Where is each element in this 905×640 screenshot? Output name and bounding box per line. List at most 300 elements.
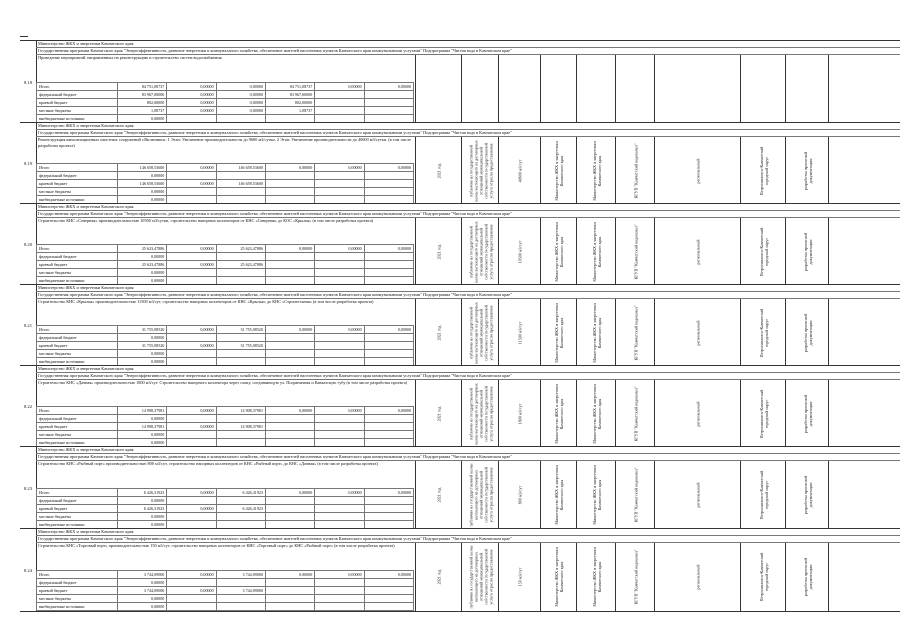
finance-amount: 0,00000 (265, 571, 314, 579)
finance-row (37, 415, 414, 423)
finance-row (37, 261, 414, 269)
finance-amount (315, 595, 364, 603)
finance-row (37, 180, 414, 188)
finance-amount: 3 744,09000 (216, 571, 265, 579)
attribute-column (415, 137, 462, 204)
finance-amount: 0,00000 (118, 595, 167, 603)
finance-amount (265, 595, 314, 603)
attribute-column (415, 55, 462, 123)
finance-row (37, 164, 414, 172)
attribute-column (576, 543, 616, 611)
attribute-text: 2021 год (436, 569, 442, 585)
attribute-column (576, 461, 616, 529)
finance-row (37, 83, 414, 91)
finance-amount: 0,00000 (118, 358, 167, 366)
attribute-text: КГУП "Камчатский водоканал" (633, 143, 638, 199)
finance-source-label: краевой бюджет (37, 99, 118, 107)
attribute-column (740, 461, 786, 529)
finance-amount (315, 334, 364, 342)
attribute-text: Петропавловск-Камчатский городской округ (758, 389, 769, 438)
finance-amount: 31 755,08520 (118, 326, 167, 334)
finance-source-label: внебюджетные источники (37, 358, 118, 366)
finance-source-label: местные бюджеты (37, 350, 118, 358)
finance-amount (216, 595, 265, 603)
finance-amount: 0,00000 (216, 107, 265, 115)
finance-source-label: внебюджетные источники (37, 439, 118, 447)
attribute-text: Петропавловск-Камчатский городской округ (758, 470, 769, 520)
finance-amount (167, 334, 216, 342)
finance-amount (364, 269, 413, 277)
finance-amount: 0,00000 (167, 91, 216, 99)
finance-amount (364, 415, 413, 423)
attribute-text: 150 м3/сут (517, 567, 523, 587)
attribute-text: 10500 м3/сут (517, 240, 523, 263)
finance-amount (265, 172, 314, 180)
attribute-column (740, 299, 786, 366)
attribute-text: разработка проектной документации (802, 232, 813, 271)
attribute-text: публично из государственной казны вытекающего из договорных отношений муниципальной собственности государственной услуга отрасли предоставления (468, 545, 493, 609)
project-title: Строительство КНС «Дачная» производительностью 1800 м3/сут. Строительство напорного коллектора через сопку, соединяющую ул. Пограничная и Кавказскую губу (в том числе разработка проекта) (38, 380, 408, 385)
attribute-column (654, 543, 741, 611)
attribute-column (654, 218, 741, 285)
attribute-text: публично из государственной казны вытекающего из договорных отношений муниципальной собственности государственной услуга отрасли предоставления (468, 139, 493, 202)
finance-amount: 83 967,00000 (118, 91, 167, 99)
finance-amount: 25 623,47886 (216, 245, 265, 253)
finance-amount (364, 261, 413, 269)
attribute-column (498, 543, 541, 611)
finance-source-label: Итого (37, 83, 118, 91)
finance-amount: 3 744,09000 (216, 587, 265, 595)
finance-amount: 0,00000 (118, 253, 167, 261)
finance-amount: 3 744,09000 (118, 571, 167, 579)
finance-amount: 802,00000 (118, 99, 167, 107)
finance-source-label: федеральный бюджет (37, 415, 118, 423)
attribute-text: региональный (695, 564, 701, 590)
attribute-text: Министерство ЖКХ и энергетики Камчатского края (554, 221, 564, 282)
finance-amount: 0,00000 (167, 423, 216, 431)
finance-amount: 0,00000 (118, 431, 167, 439)
finance-amount (167, 603, 216, 611)
attribute-text: 800 м3/сут (517, 485, 523, 505)
attribute-text: публично из государственной казны вытекающего из договорных отношений муниципальной собственности государственной услуга отрасли предоставления (468, 463, 493, 527)
finance-amount: 0,00000 (167, 342, 216, 350)
finance-amount: 0,00000 (118, 196, 167, 204)
finance-amount (167, 415, 216, 423)
finance-amount: 0,00000 (167, 180, 216, 188)
project-block (20, 40, 900, 123)
attribute-text: 2021 год (436, 325, 442, 340)
finance-amount (315, 188, 364, 196)
finance-amount (364, 497, 413, 505)
ministry-header: Министерство ЖКХ и энергетики Камчатского края (36, 204, 900, 211)
attribute-column (615, 55, 655, 123)
finance-amount: 31 755,08520 (216, 342, 265, 350)
attribute-text: КГУП "Камчатский водоканал" (633, 224, 638, 280)
project-title: Проведение мероприятий, направленных на реконструкцию и строительство систем водоснабжения (38, 55, 222, 60)
finance-row (37, 497, 414, 505)
finance-amount (315, 172, 364, 180)
attribute-text: Министерство ЖКХ и энергетики Камчатского края (554, 302, 564, 363)
finance-amount: 0,00000 (167, 107, 216, 115)
attribute-text: 2021 год (436, 487, 442, 503)
finance-amount (364, 253, 413, 261)
finance-amount (167, 513, 216, 521)
ministry-header: Министерство ЖКХ и энергетики Камчатского края (36, 366, 900, 373)
finance-amount (315, 513, 364, 521)
finance-amount (265, 603, 314, 611)
finance-amount (265, 342, 314, 350)
finance-amount: 0,00000 (265, 245, 314, 253)
finance-amount: 0,00000 (167, 407, 216, 415)
finance-amount: 1,08737 (265, 107, 314, 115)
attribute-text: 40600 м3/сут (517, 159, 523, 182)
project-title: Реконструкция канализационных очистных сооружений г.Вилючинск: 1 Этап: Увеличение производительности до 9600 м3/сутки. 2 Этап: Увеличение производительности до 40600 м3/сутки. (в том числе разработка проекта) (38, 137, 411, 148)
finance-row (37, 99, 414, 107)
finance-amount: 0,00000 (364, 245, 413, 253)
finance-amount (265, 497, 314, 505)
finance-row (37, 505, 414, 513)
attribute-text: региональный (695, 158, 701, 183)
attribute-text: 2021 год (436, 163, 442, 178)
finance-row (37, 334, 414, 342)
finance-amount (315, 269, 364, 277)
finance-amount (315, 431, 364, 439)
finance-row (37, 269, 414, 277)
finance-amount: 0,00000 (364, 489, 413, 497)
finance-row (37, 253, 414, 261)
finance-amount: 0,00000 (118, 172, 167, 180)
finance-amount: 1,08737 (118, 107, 167, 115)
finance-amount: 0,00000 (167, 489, 216, 497)
attribute-column (828, 380, 901, 447)
finance-amount (167, 579, 216, 587)
finance-amount: 0,00000 (167, 587, 216, 595)
attribute-text: разработка проектной документации (802, 557, 813, 597)
attribute-text: Петропавловск-Камчатский городской округ (758, 146, 769, 195)
line-number: 8.19 (20, 123, 37, 204)
finance-source-label: внебюджетные источники (37, 603, 118, 611)
finance-amount (167, 431, 216, 439)
finance-amount: 0,00000 (265, 489, 314, 497)
attribute-column (828, 543, 901, 611)
finance-amount: 0,00000 (118, 269, 167, 277)
attribute-text: 2021 год (436, 244, 442, 259)
finance-amount (315, 342, 364, 350)
finance-source-label: федеральный бюджет (37, 579, 118, 587)
finance-amount (265, 253, 314, 261)
attribute-text: разработка проектной документации (802, 475, 813, 515)
attribute-column (540, 299, 577, 366)
attribute-column (615, 543, 655, 611)
finance-row (37, 350, 414, 358)
line-number: 8.20 (20, 204, 37, 285)
attribute-column (740, 55, 786, 123)
attribute-text: Министерство ЖКХ и энергетики Камчатского края (554, 547, 564, 607)
finance-amount (364, 334, 413, 342)
attribute-text: Министерство ЖКХ и энергетики Камчатского края (554, 383, 564, 444)
finance-amount: 25 623,47886 (216, 261, 265, 269)
attribute-text: Министерство ЖКХ и энергетики Камчатского края (591, 140, 602, 201)
finance-amount: 802,00000 (265, 99, 314, 107)
finance-row (37, 423, 414, 431)
attribute-column (615, 299, 655, 366)
finance-row (37, 595, 414, 603)
finance-amount: 25 623,47886 (118, 245, 167, 253)
attribute-text: разработка проектной документации (802, 151, 813, 190)
project-title: Строительство КНС «Рыбный порт» производительностью 800 м3/сут, строительство напорных коллекторов от КНС «Рыбный порт» до КНС «Дачная» (в том числе разработка проекта) (38, 461, 378, 466)
finance-source-label: Итого (37, 245, 118, 253)
ministry-header: Министерство ЖКХ и энергетики Камчатского края (36, 123, 900, 130)
attribute-text: Министерство ЖКХ и энергетики Камчатского края (591, 383, 602, 444)
finance-row (37, 107, 414, 115)
program-header: Государственная программа Камчатского края "Энергоэффективность, развитие энергетики и коммунального хозяйства, обеспечение жителей населенных пунктов Камчатского края коммунальными услугами" Подпрограмма "Чистая вода в Камчатском крае" (36, 292, 900, 299)
attribute-column (785, 137, 829, 204)
finance-amount: 0,00000 (167, 99, 216, 107)
finance-amount (364, 172, 413, 180)
finance-amount: 83 967,00000 (265, 91, 314, 99)
line-number: 8.23 (20, 447, 37, 529)
attribute-column (785, 543, 829, 611)
finance-amount: 0,00000 (364, 407, 413, 415)
finance-amount (364, 431, 413, 439)
project-block (20, 284, 900, 366)
finance-amount: 6 426,31923 (216, 505, 265, 513)
program-header: Государственная программа Камчатского края "Энергоэффективность, развитие энергетики и коммунального хозяйства, обеспечение жителей населенных пунктов Камчатского края коммунальными услугами" Подпрограмма "Чистая вода в Камчатском крае" (36, 373, 900, 380)
finance-amount (216, 431, 265, 439)
finance-row (37, 342, 414, 350)
finance-amount: 14 908,37981 (118, 407, 167, 415)
attribute-text: КГУП "Камчатский водоканал" (633, 467, 638, 523)
finance-amount: 0,00000 (315, 164, 364, 172)
finance-amount (364, 587, 413, 595)
attribute-column (654, 55, 741, 123)
finance-amount (265, 415, 314, 423)
finance-amount: 146 658,53600 (216, 180, 265, 188)
finance-table (36, 406, 414, 447)
finance-amount (265, 431, 314, 439)
finance-row (37, 188, 414, 196)
finance-amount: 0,00000 (315, 407, 364, 415)
finance-row (37, 407, 414, 415)
finance-amount: 6 426,31923 (118, 489, 167, 497)
finance-table (36, 244, 414, 285)
finance-amount (167, 595, 216, 603)
finance-row (37, 489, 414, 497)
attribute-column (740, 137, 786, 204)
finance-amount (167, 497, 216, 505)
ministry-header: Министерство ЖКХ и энергетики Камчатского края (36, 285, 900, 292)
finance-row (37, 513, 414, 521)
finance-source-label: краевой бюджет (37, 180, 118, 188)
finance-amount: 0,00000 (167, 83, 216, 91)
attribute-text: публично из государственной казны вытекающего из договорных отношений муниципальной собственности государственной услуга отрасли предоставления (468, 301, 493, 364)
finance-amount (315, 423, 364, 431)
attribute-text: разработка проектной документации (802, 313, 813, 352)
attribute-column (828, 299, 901, 366)
finance-row (37, 326, 414, 334)
finance-amount: 0,00000 (167, 261, 216, 269)
attribute-column (576, 218, 616, 285)
finance-amount (167, 172, 216, 180)
finance-amount (216, 188, 265, 196)
finance-source-label: местные бюджеты (37, 431, 118, 439)
finance-amount (216, 172, 265, 180)
finance-amount (216, 603, 265, 611)
finance-amount (265, 587, 314, 595)
attribute-column (415, 543, 462, 611)
attribute-text: Петропавловск-Камчатский городской округ (758, 308, 769, 357)
finance-source-label: федеральный бюджет (37, 334, 118, 342)
finance-amount: 0,00000 (265, 326, 314, 334)
attribute-text: Министерство ЖКХ и энергетики Камчатского края (591, 302, 602, 363)
program-header: Государственная программа Камчатского края "Энергоэффективность, развитие энергетики и коммунального хозяйства, обеспечение жителей населенных пунктов Камчатского края коммунальными услугами" Подпрограмма "Чистая вода в Камчатском крае" (36, 454, 900, 461)
finance-amount: 84 751,08737 (118, 83, 167, 91)
finance-source-label: внебюджетные источники (37, 277, 118, 285)
finance-amount: 3 744,09000 (118, 587, 167, 595)
attribute-column (785, 55, 829, 123)
finance-amount: 0,00000 (315, 326, 364, 334)
finance-amount (315, 180, 364, 188)
attribute-column (576, 137, 616, 204)
finance-row (37, 91, 414, 99)
finance-amount (364, 99, 413, 107)
attribute-column (654, 137, 741, 204)
finance-amount: 0,00000 (265, 407, 314, 415)
finance-amount: 0,00000 (265, 164, 314, 172)
finance-amount: 14 908,37981 (216, 423, 265, 431)
finance-source-label: федеральный бюджет (37, 497, 118, 505)
attribute-column (461, 461, 499, 529)
finance-table (36, 82, 414, 123)
finance-amount (216, 253, 265, 261)
finance-source-label: краевой бюджет (37, 587, 118, 595)
attribute-column (540, 461, 577, 529)
finance-row (37, 579, 414, 587)
finance-amount (216, 350, 265, 358)
attribute-text: КГУП "Камчатский водоканал" (633, 549, 638, 605)
finance-amount (216, 513, 265, 521)
finance-amount (216, 269, 265, 277)
finance-amount (364, 342, 413, 350)
attribute-column (828, 137, 901, 204)
finance-amount: 0,00000 (118, 497, 167, 505)
finance-amount: 0,00000 (118, 115, 167, 123)
finance-source-label: местные бюджеты (37, 595, 118, 603)
table-top-rule (20, 36, 28, 37)
attribute-column (740, 218, 786, 285)
attribute-column (415, 380, 462, 447)
attribute-column (461, 299, 499, 366)
attribute-column (540, 543, 577, 611)
finance-amount: 0,00000 (167, 505, 216, 513)
finance-row (37, 587, 414, 595)
program-header: Государственная программа Камчатского края "Энергоэффективность, развитие энергетики и коммунального хозяйства, обеспечение жителей населенных пунктов Камчатского края коммунальными услугами" Подпрограмма "Чистая вода в Камчатском крае" (36, 211, 900, 218)
attribute-text: Министерство ЖКХ и энергетики Камчатского края (591, 465, 602, 525)
finance-amount (364, 180, 413, 188)
attribute-column (576, 380, 616, 447)
finance-amount: 25 623,47886 (118, 261, 167, 269)
finance-amount: 84 751,08737 (265, 83, 314, 91)
attribute-column (540, 137, 577, 204)
finance-amount (265, 579, 314, 587)
finance-amount (265, 505, 314, 513)
finance-amount (265, 269, 314, 277)
finance-amount (364, 188, 413, 196)
finance-amount (265, 188, 314, 196)
attribute-column (785, 461, 829, 529)
finance-amount: 0,00000 (118, 521, 167, 529)
attribute-column (461, 543, 499, 611)
finance-amount (364, 350, 413, 358)
finance-amount: 0,00000 (118, 513, 167, 521)
finance-amount: 0,00000 (118, 415, 167, 423)
finance-amount (364, 107, 413, 115)
finance-amount: 146 658,53600 (118, 164, 167, 172)
finance-amount (265, 423, 314, 431)
finance-table (36, 570, 414, 611)
finance-amount: 0,00000 (118, 334, 167, 342)
attribute-text: публично из государственной казны вытекающего из договорных отношений муниципальной собственности государственной услуга отрасли предоставления (468, 382, 493, 445)
attribute-text: региональный (695, 401, 701, 426)
finance-table (36, 163, 414, 204)
attribute-column (615, 218, 655, 285)
project-block (20, 528, 900, 612)
attribute-column (461, 380, 499, 447)
attribute-column (540, 218, 577, 285)
finance-source-label: краевой бюджет (37, 505, 118, 513)
finance-amount (364, 91, 413, 99)
finance-amount (315, 415, 364, 423)
attribute-text: КГУП "Камчатский водоканал" (633, 386, 638, 442)
finance-source-label: краевой бюджет (37, 423, 118, 431)
finance-amount: 146 658,53600 (216, 164, 265, 172)
finance-amount (315, 253, 364, 261)
finance-source-label: федеральный бюджет (37, 253, 118, 261)
finance-amount: 0,00000 (364, 83, 413, 91)
finance-amount: 0,00000 (216, 91, 265, 99)
finance-amount: 0,00000 (167, 164, 216, 172)
finance-amount (315, 107, 364, 115)
attribute-column (498, 299, 541, 366)
attribute-text: Министерство ЖКХ и энергетики Камчатского края (591, 547, 602, 607)
attribute-column (740, 543, 786, 611)
finance-amount (167, 269, 216, 277)
attribute-column (415, 299, 462, 366)
finance-amount: 31 755,08520 (216, 326, 265, 334)
attribute-column (576, 299, 616, 366)
finance-amount (364, 595, 413, 603)
finance-row (37, 603, 414, 611)
finance-source-label: внебюджетные источники (37, 115, 118, 123)
attribute-column (498, 137, 541, 204)
project-block (20, 365, 900, 447)
finance-source-label: местные бюджеты (37, 513, 118, 521)
attribute-column (415, 218, 462, 285)
finance-amount (364, 423, 413, 431)
attribute-text: Министерство ЖКХ и энергетики Камчатского края (554, 140, 564, 201)
finance-amount: 0,00000 (167, 245, 216, 253)
attribute-column (461, 55, 499, 123)
program-header: Государственная программа Камчатского края "Энергоэффективность, развитие энергетики и коммунального хозяйства, обеспечение жителей населенных пунктов Камчатского края коммунальными услугами" Подпрограмма "Чистая вода в Камчатском крае" (36, 48, 900, 55)
attribute-column (615, 137, 655, 204)
finance-source-label: местные бюджеты (37, 107, 118, 115)
line-number: 8.22 (20, 366, 37, 447)
finance-source-label: федеральный бюджет (37, 172, 118, 180)
finance-amount (364, 579, 413, 587)
finance-source-label: Итого (37, 407, 118, 415)
project-block (20, 203, 900, 285)
attribute-column (498, 380, 541, 447)
